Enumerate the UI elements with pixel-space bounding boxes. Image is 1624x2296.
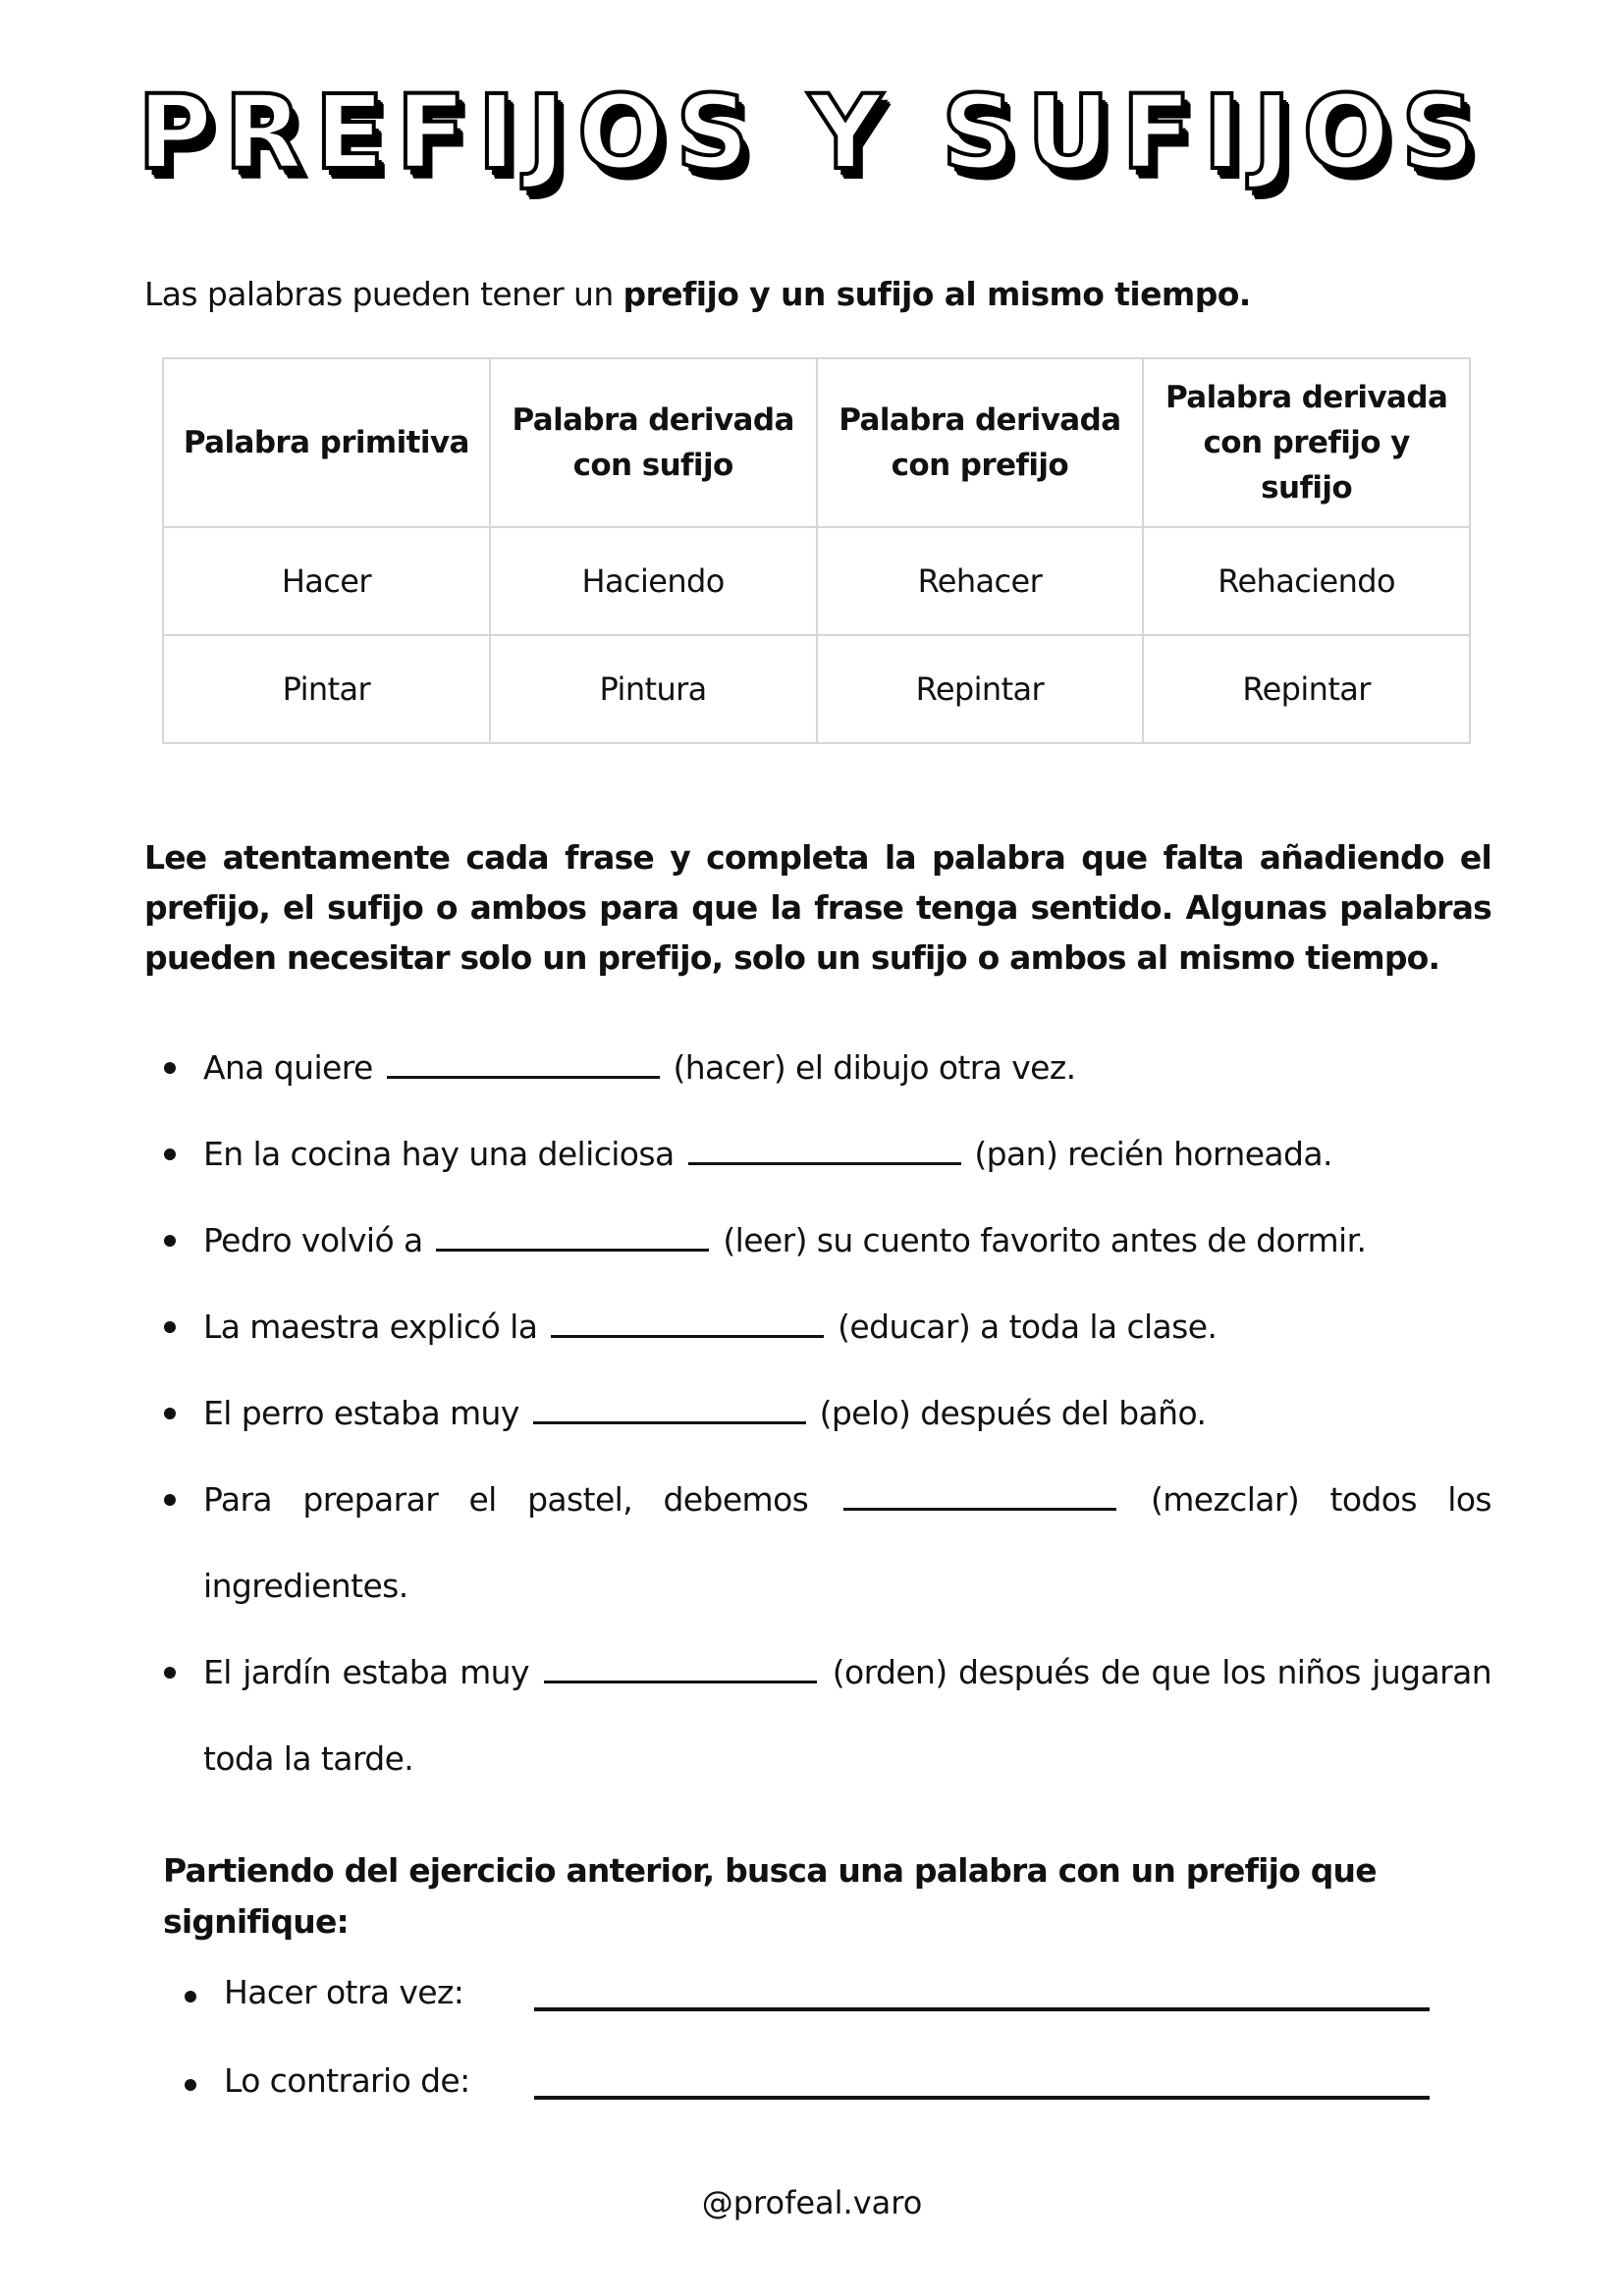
answer-line[interactable]: [534, 2007, 1430, 2011]
exercise-item: [144, 1629, 1491, 1802]
answer-blank[interactable]: [544, 1653, 817, 1683]
bullet-icon: [164, 1321, 176, 1333]
table-header-row: [163, 358, 1470, 527]
table-cell: Rehacer: [817, 527, 1144, 635]
exercise-item: [144, 1198, 1491, 1284]
exercise-item: [144, 1457, 1491, 1629]
exercise-before: El perro estaba muy: [203, 1394, 519, 1432]
exercise-item: [144, 1025, 1491, 1111]
bullet-icon: [185, 1991, 196, 2002]
answer-line[interactable]: [534, 2096, 1430, 2100]
table-cell: Rehaciendo: [1143, 527, 1470, 635]
table-cell: Pintura: [490, 635, 817, 743]
bullet-icon: [185, 2079, 196, 2091]
bullet-icon: [164, 1235, 176, 1247]
table-row: [163, 527, 1470, 635]
bullet-icon: [164, 1062, 176, 1074]
author-handle: @profeal.varo: [701, 2184, 923, 2221]
exercise-after: (hacer) el dibujo otra vez.: [673, 1048, 1076, 1087]
table-cell: Hacer: [163, 527, 490, 635]
header-prefijo-sufijo: Palabra derivada con prefijo y sufijo: [1143, 358, 1470, 527]
answer-blank[interactable]: [688, 1135, 961, 1165]
header-sufijo: Palabra derivada con sufijo: [490, 358, 817, 527]
exercise-item: [144, 1284, 1491, 1370]
exercise-list: [144, 1025, 1491, 1802]
page-title: PREFIJOS Y SUFIJOS: [137, 73, 1487, 192]
exercise-before: Pedro volvió a: [203, 1221, 423, 1259]
question-prefix-meaning: Partiendo del ejercicio anterior, busca una palabra con un prefijo que signifique:: [163, 1851, 1377, 1941]
header-primitiva: Palabra primitiva: [163, 358, 490, 527]
intro-bold: prefijo y un sufijo al mismo tiempo.: [623, 275, 1251, 313]
table-cell: Repintar: [817, 635, 1144, 743]
exercise-item: [144, 1370, 1491, 1457]
table-cell: Haciendo: [490, 527, 817, 635]
header-prefijo: Palabra derivada con prefijo: [817, 358, 1144, 527]
exercise-before: Para preparar el pastel, debemos: [203, 1480, 809, 1519]
meaning-list: [163, 1963, 1439, 2140]
answer-blank[interactable]: [387, 1048, 660, 1079]
bullet-icon: [164, 1408, 176, 1419]
exercise-after: (pelo) después del baño.: [819, 1394, 1207, 1432]
exercise-before: El jardín estaba muy: [203, 1653, 529, 1691]
table-cell: Pintar: [163, 635, 490, 743]
word-table: [162, 357, 1471, 744]
intro-plain: Las palabras pueden tener un: [144, 275, 623, 313]
exercise-after: (orden) después de que los niños jugaran toda la tarde.: [203, 1653, 1492, 1778]
exercise-after: (pan) recién horneada.: [974, 1135, 1332, 1173]
exercise-item: [144, 1111, 1491, 1198]
answer-blank[interactable]: [551, 1308, 824, 1338]
meaning-label: Hacer otra vez:: [224, 1973, 464, 2011]
table-cell: Repintar: [1143, 635, 1470, 743]
answer-blank[interactable]: [533, 1394, 806, 1424]
answer-blank[interactable]: [436, 1221, 709, 1252]
exercise-after: (educar) a toda la clase.: [838, 1308, 1218, 1346]
meaning-item: [163, 1963, 1439, 2052]
bullet-icon: [164, 1148, 176, 1160]
exercise-after: (leer) su cuento favorito antes de dormir.: [723, 1221, 1367, 1259]
exercise-before: Ana quiere: [203, 1048, 373, 1087]
meaning-label: Lo contrario de:: [224, 2061, 470, 2100]
exercise-before: En la cocina hay una deliciosa: [203, 1135, 675, 1173]
intro-text: [144, 275, 1251, 313]
instructions: Lee atentamente cada frase y completa la palabra que falta añadiendo el prefijo, el sufijo o ambos para que la frase tenga sentido. Algunas palabras pueden necesitar solo un prefijo, solo un sufijo o ambos al mismo tiempo.: [144, 838, 1491, 977]
exercise-after: (mezclar) todos los ingredientes.: [203, 1480, 1492, 1605]
meaning-item: [163, 2052, 1439, 2140]
answer-blank[interactable]: [843, 1480, 1116, 1511]
bullet-icon: [164, 1494, 176, 1506]
exercise-before: La maestra explicó la: [203, 1308, 538, 1346]
table-row: [163, 635, 1470, 743]
bullet-icon: [164, 1667, 176, 1679]
